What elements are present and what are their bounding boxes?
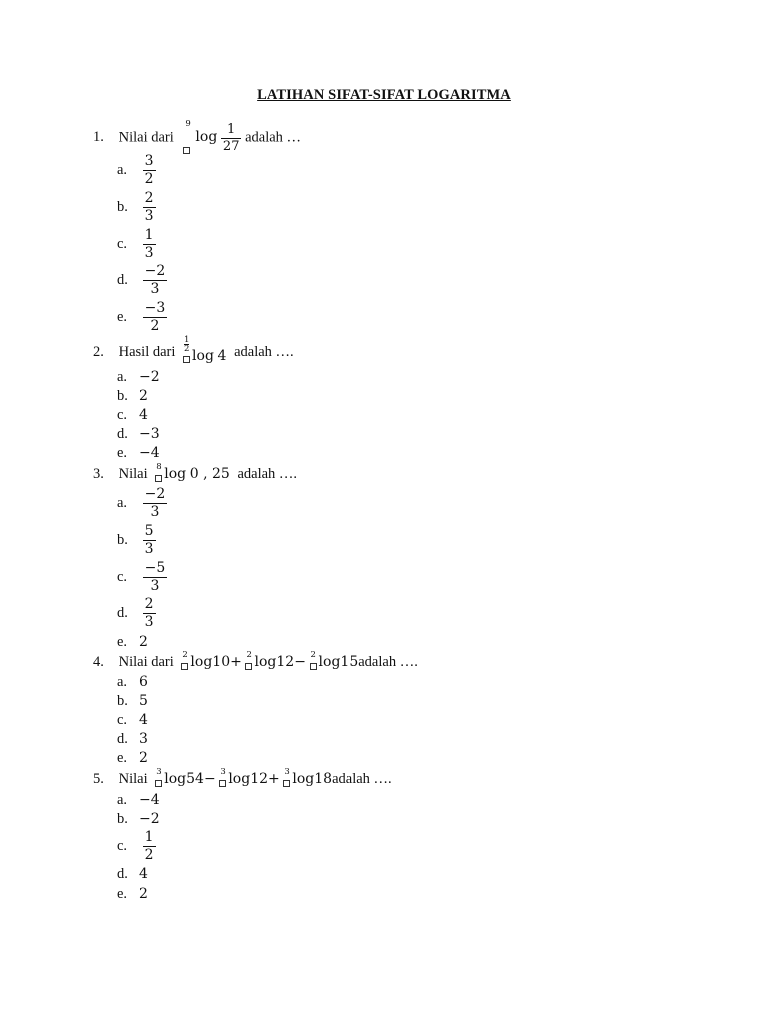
option-1b bbox=[117, 191, 156, 223]
log-term-1 bbox=[155, 767, 187, 788]
placeholder-box-icon bbox=[155, 780, 162, 787]
question-1 bbox=[93, 119, 302, 154]
option-letter: a. bbox=[117, 792, 128, 808]
log-expression bbox=[183, 335, 214, 364]
option-value: 2 bbox=[139, 634, 148, 650]
fraction-denominator: 2 bbox=[144, 170, 154, 187]
option-letter: e. bbox=[117, 634, 128, 650]
option-5a bbox=[117, 792, 160, 809]
option-letter: c. bbox=[117, 712, 128, 728]
option-5c bbox=[117, 830, 156, 862]
option-letter: c. bbox=[117, 235, 128, 252]
option-letter: e. bbox=[117, 308, 128, 325]
log-expression bbox=[155, 462, 187, 483]
log-argument: 12 bbox=[276, 654, 295, 670]
option-fraction bbox=[143, 301, 168, 333]
option-letter: b. bbox=[117, 811, 128, 827]
option-value: −3 bbox=[139, 426, 160, 442]
log-term-2 bbox=[219, 767, 251, 788]
fraction-numerator: 5 bbox=[144, 523, 154, 539]
log-base: 2 bbox=[246, 650, 252, 660]
option-value: 6 bbox=[139, 674, 148, 690]
fraction-numerator: 2 bbox=[144, 596, 154, 612]
option-fraction bbox=[143, 597, 156, 629]
log-label: log bbox=[190, 654, 213, 670]
operator: + bbox=[230, 654, 242, 670]
option-value: 4 bbox=[139, 712, 148, 728]
option-3a bbox=[117, 487, 167, 519]
option-value: −2 bbox=[139, 369, 160, 385]
fraction-numerator: −3 bbox=[144, 300, 166, 316]
question-number: 2. bbox=[93, 344, 104, 360]
log-argument: 54 bbox=[186, 771, 204, 787]
log-argument: 18 bbox=[314, 771, 333, 787]
operator: − bbox=[294, 654, 306, 670]
option-letter: b. bbox=[117, 388, 128, 404]
fraction-numerator: −2 bbox=[144, 263, 166, 279]
log-term-3 bbox=[310, 650, 341, 671]
log-argument: 4 bbox=[217, 348, 227, 364]
option-value: 2 bbox=[139, 886, 148, 902]
operator: + bbox=[268, 771, 280, 787]
option-letter: e. bbox=[117, 886, 128, 902]
question-2 bbox=[93, 335, 294, 364]
option-2c bbox=[117, 407, 148, 424]
option-1a bbox=[117, 154, 156, 186]
log-argument-fraction bbox=[221, 123, 242, 153]
option-letter: b. bbox=[117, 693, 128, 709]
option-fraction bbox=[143, 228, 156, 260]
option-fraction bbox=[143, 264, 168, 296]
option-letter: d. bbox=[117, 604, 128, 621]
log-base: 3 bbox=[156, 767, 162, 777]
placeholder-box-icon bbox=[181, 663, 188, 670]
option-3c bbox=[117, 561, 167, 593]
option-value: 3 bbox=[139, 731, 148, 747]
question-5 bbox=[93, 767, 392, 788]
fraction-denominator: 3 bbox=[150, 280, 160, 297]
fraction-denominator: 2 bbox=[144, 846, 154, 863]
option-letter: c. bbox=[117, 568, 128, 585]
fraction-numerator: −5 bbox=[144, 560, 166, 576]
option-letter: d. bbox=[117, 866, 128, 882]
operator: − bbox=[203, 771, 216, 787]
option-value: 2 bbox=[139, 750, 148, 766]
option-fraction bbox=[143, 154, 156, 186]
question-prefix: Nilai dari bbox=[118, 654, 174, 670]
question-suffix: adalah … bbox=[245, 129, 302, 146]
option-fraction bbox=[143, 561, 168, 593]
option-5d bbox=[117, 866, 148, 883]
fraction-numerator: 1 bbox=[144, 829, 154, 845]
option-4c bbox=[117, 712, 148, 729]
option-3b bbox=[117, 524, 156, 556]
option-value: 4 bbox=[139, 407, 148, 423]
question-number: 5. bbox=[93, 771, 104, 787]
placeholder-box-icon bbox=[183, 147, 190, 154]
option-2d bbox=[117, 426, 160, 443]
option-value: −2 bbox=[139, 811, 160, 827]
fraction-denominator: 3 bbox=[150, 503, 160, 520]
option-letter: e. bbox=[117, 750, 128, 766]
question-prefix: Nilai dari bbox=[118, 129, 174, 146]
option-value: −4 bbox=[139, 792, 160, 808]
log-base: 2 bbox=[310, 650, 316, 660]
log-base-fraction bbox=[184, 336, 189, 353]
option-letter: b. bbox=[117, 531, 128, 548]
fraction-numerator: 2 bbox=[144, 190, 154, 206]
placeholder-box-icon bbox=[155, 475, 162, 482]
option-letter: d. bbox=[117, 731, 128, 747]
option-fraction bbox=[143, 487, 168, 519]
log-argument: 10 bbox=[212, 654, 231, 670]
log-label: log bbox=[192, 348, 214, 364]
log-label: log bbox=[254, 654, 277, 670]
option-1c bbox=[117, 228, 156, 260]
placeholder-box-icon bbox=[310, 663, 317, 670]
question-suffix: adalah …. bbox=[234, 344, 294, 360]
option-3d bbox=[117, 597, 156, 629]
question-number: 1. bbox=[93, 129, 104, 146]
fraction-denominator: 3 bbox=[144, 540, 154, 557]
option-value: 2 bbox=[139, 388, 148, 404]
question-prefix: Hasil dari bbox=[118, 344, 176, 360]
option-letter: d. bbox=[117, 271, 128, 288]
log-label: log bbox=[318, 654, 341, 670]
option-letter: a. bbox=[117, 369, 128, 385]
option-4e bbox=[117, 750, 148, 767]
log-label: log bbox=[292, 771, 315, 787]
question-suffix: adalah …. bbox=[332, 771, 392, 787]
log-base: 3 bbox=[284, 767, 290, 777]
option-value: 5 bbox=[139, 693, 148, 709]
log-base: 9 bbox=[185, 119, 191, 130]
log-label: log bbox=[164, 466, 187, 482]
fraction-denominator: 2 bbox=[184, 344, 190, 355]
option-fraction bbox=[143, 524, 156, 556]
placeholder-box-icon bbox=[183, 356, 190, 363]
placeholder-box-icon bbox=[219, 780, 226, 787]
option-letter: d. bbox=[117, 426, 128, 442]
option-4d bbox=[117, 731, 148, 748]
log-term-1 bbox=[181, 650, 213, 671]
log-base: 3 bbox=[220, 767, 226, 777]
question-suffix: adalah …. bbox=[358, 654, 418, 670]
log-term-3 bbox=[283, 767, 315, 788]
placeholder-box-icon bbox=[245, 663, 252, 670]
log-label: log bbox=[164, 771, 187, 787]
fraction-numerator: −2 bbox=[144, 486, 166, 502]
question-3 bbox=[93, 462, 298, 483]
option-5e bbox=[117, 886, 148, 903]
option-letter: b. bbox=[117, 198, 128, 215]
option-value: 4 bbox=[139, 866, 148, 882]
option-2b bbox=[117, 388, 148, 405]
log-argument: 15 bbox=[340, 654, 359, 670]
option-fraction bbox=[143, 830, 156, 862]
option-2a bbox=[117, 369, 160, 386]
log-label: log bbox=[228, 771, 251, 787]
fraction-denominator: 27 bbox=[222, 138, 240, 154]
option-letter: a. bbox=[117, 494, 128, 511]
question-4 bbox=[93, 650, 418, 671]
fraction-numerator: 1 bbox=[227, 122, 236, 137]
fraction-denominator: 3 bbox=[144, 207, 154, 224]
log-base: 8 bbox=[156, 462, 162, 472]
worksheet-title: LATIHAN SIFAT-SIFAT LOGARITMA bbox=[257, 87, 511, 103]
option-2e bbox=[117, 445, 160, 462]
option-value: −4 bbox=[139, 445, 160, 461]
question-number: 3. bbox=[93, 466, 104, 482]
option-1d bbox=[117, 264, 167, 296]
log-argument: 0 , 25 bbox=[189, 466, 230, 482]
question-suffix: adalah …. bbox=[237, 466, 298, 482]
question-number: 4. bbox=[93, 654, 104, 670]
option-letter: a. bbox=[117, 674, 128, 690]
question-prefix: Nilai bbox=[118, 771, 148, 787]
log-label: log bbox=[195, 129, 218, 146]
option-letter: e. bbox=[117, 445, 128, 461]
fraction-denominator: 3 bbox=[150, 577, 160, 594]
fraction-denominator: 3 bbox=[144, 613, 154, 630]
option-3e bbox=[117, 634, 148, 651]
option-1e bbox=[117, 301, 167, 333]
fraction-numerator: 1 bbox=[184, 335, 190, 345]
log-expression bbox=[183, 119, 218, 146]
option-fraction bbox=[143, 191, 156, 223]
option-4b bbox=[117, 693, 148, 710]
fraction-denominator: 3 bbox=[144, 244, 154, 261]
log-term-2 bbox=[245, 650, 277, 671]
option-5b bbox=[117, 811, 160, 828]
option-letter: c. bbox=[117, 837, 128, 854]
fraction-numerator: 1 bbox=[144, 227, 154, 243]
fraction-numerator: 3 bbox=[144, 153, 154, 169]
option-letter: c. bbox=[117, 407, 128, 423]
option-letter: a. bbox=[117, 161, 128, 178]
option-4a bbox=[117, 674, 148, 691]
log-base: 2 bbox=[182, 650, 188, 660]
placeholder-box-icon bbox=[283, 780, 290, 787]
question-prefix: Nilai bbox=[118, 466, 148, 482]
fraction-denominator: 2 bbox=[150, 317, 160, 334]
log-argument: 12 bbox=[250, 771, 269, 787]
